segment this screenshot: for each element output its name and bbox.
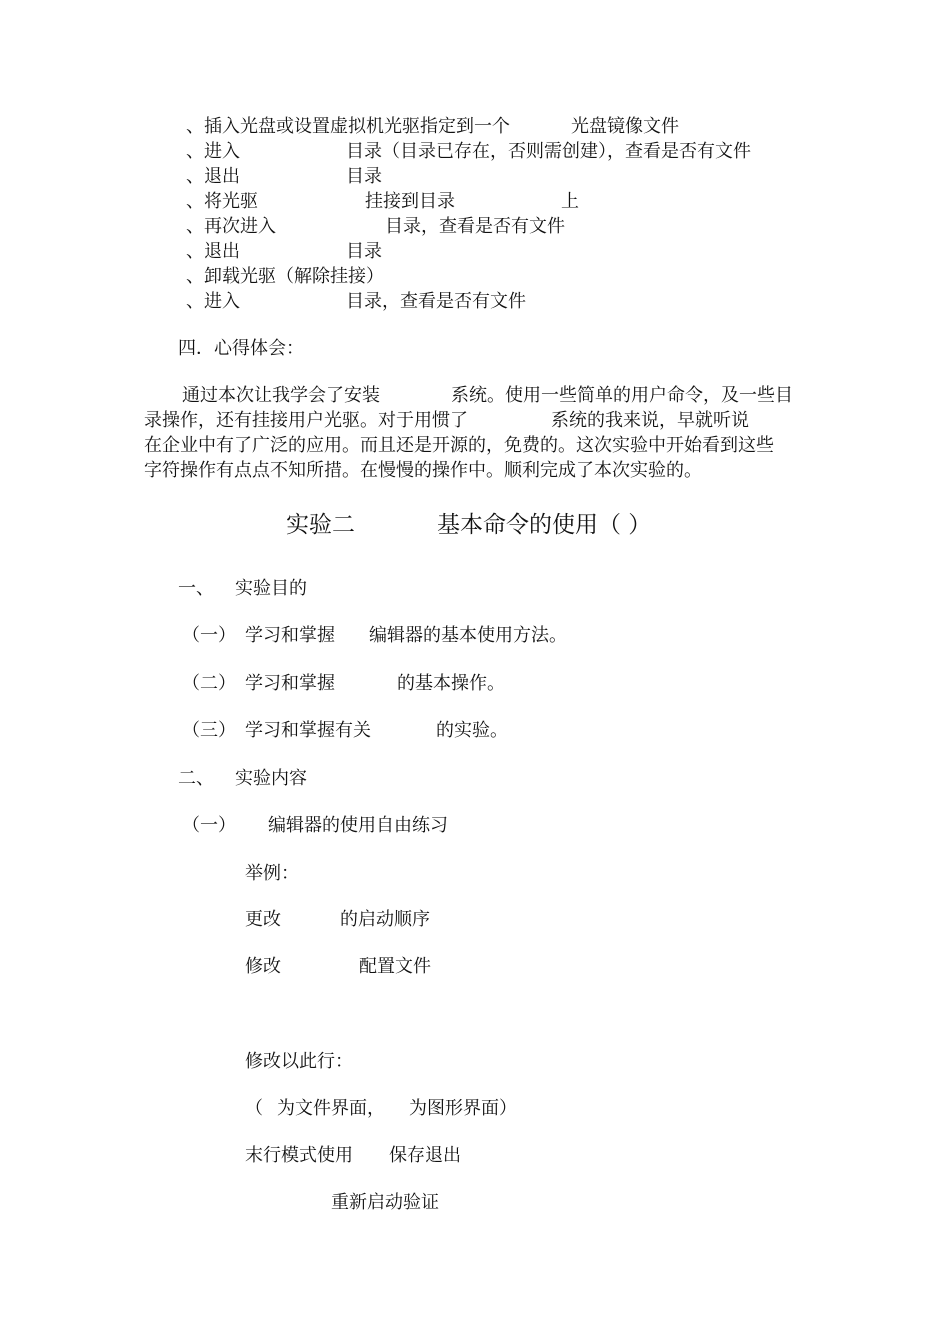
save-text-a: 末行模式使用 [245, 1145, 353, 1166]
goal-3-text-b: 的实验。 [436, 720, 508, 741]
experiment-title-number: 实验二 [286, 512, 355, 538]
reflection-line-2b: 系统的我来说，早就听说 [551, 410, 749, 431]
step-2-text-b: 目录（目录已存在，否则需创建），查看是否有文件 [346, 141, 751, 162]
change-text-a: 更改 [245, 909, 281, 930]
save-text-b: 保存退出 [389, 1145, 461, 1166]
step-3-text: 、退出 [186, 166, 240, 187]
goal-2-text-b: 的基本操作。 [397, 673, 505, 694]
goal-3-text-a: 学习和掌握有关 [245, 720, 371, 741]
section-heading-reflection: 四．心得体会： [178, 338, 304, 359]
reflection-line-1a: 通过本次让我学会了安装 [182, 385, 380, 406]
note-open: （ [245, 1098, 263, 1119]
step-8-text-b: 目录，查看是否有文件 [346, 291, 526, 312]
step-1-text-b: 光盘镜像文件 [571, 116, 679, 137]
example-label: 举例： [245, 863, 299, 884]
step-4-text-b: 挂接到目录 [365, 191, 455, 212]
goal-1-text-a: 学习和掌握 [245, 625, 335, 646]
experiment-title-name: 基本命令的使用（ ） [437, 512, 652, 538]
step-4-text: 、将光驱 [186, 191, 258, 212]
modify-text-b: 配置文件 [359, 956, 431, 977]
goal-1-number: （一） [182, 625, 236, 646]
reflection-line-2a: 录操作，还有挂接用户光驱。对于用惯了 [144, 410, 468, 431]
purpose-heading: 实验目的 [235, 578, 307, 599]
purpose-number: 一、 [178, 578, 214, 599]
step-5-text: 、再次进入 [186, 216, 276, 237]
reboot-text: 重新启动验证 [331, 1192, 439, 1213]
step-6-text-b: 目录 [346, 241, 382, 262]
step-6-text: 、退出 [186, 241, 240, 262]
step-2-text: 、进入 [186, 141, 240, 162]
step-4-text-c: 上 [561, 191, 579, 212]
note-text-1: 为文件界面， [277, 1098, 385, 1119]
reflection-line-4: 字符操作有点点不知所措。在慢慢的操作中。顺利完成了本次实验的。 [144, 460, 702, 481]
goal-2-number: （二） [182, 673, 236, 694]
goal-2-text-a: 学习和掌握 [245, 673, 335, 694]
reflection-line-1b: 系统。使用一些简单的用户命令，及一些目 [451, 385, 793, 406]
modify-line-label: 修改以此行： [245, 1051, 353, 1072]
goal-3-number: （三） [182, 720, 236, 741]
change-text-b: 的启动顺序 [340, 909, 430, 930]
modify-text-a: 修改 [245, 956, 281, 977]
step-8-text: 、进入 [186, 291, 240, 312]
step-7-text: 、卸载光驱（解除挂接） [186, 266, 384, 287]
reflection-line-3: 在企业中有了广泛的应用。而且还是开源的，免费的。这次实验中开始看到这些 [144, 435, 774, 456]
subsection-1-number: （一） [182, 815, 236, 836]
step-5-text-b: 目录，查看是否有文件 [385, 216, 565, 237]
goal-1-text-b: 编辑器的基本使用方法。 [369, 625, 567, 646]
note-text-2: 为图形界面） [409, 1098, 517, 1119]
content-heading: 实验内容 [235, 768, 307, 789]
subsection-1-heading: 编辑器的使用自由练习 [268, 815, 448, 836]
content-number: 二、 [178, 768, 214, 789]
step-1-text: 、插入光盘或设置虚拟机光驱指定到一个 [186, 116, 510, 137]
step-3-text-b: 目录 [346, 166, 382, 187]
